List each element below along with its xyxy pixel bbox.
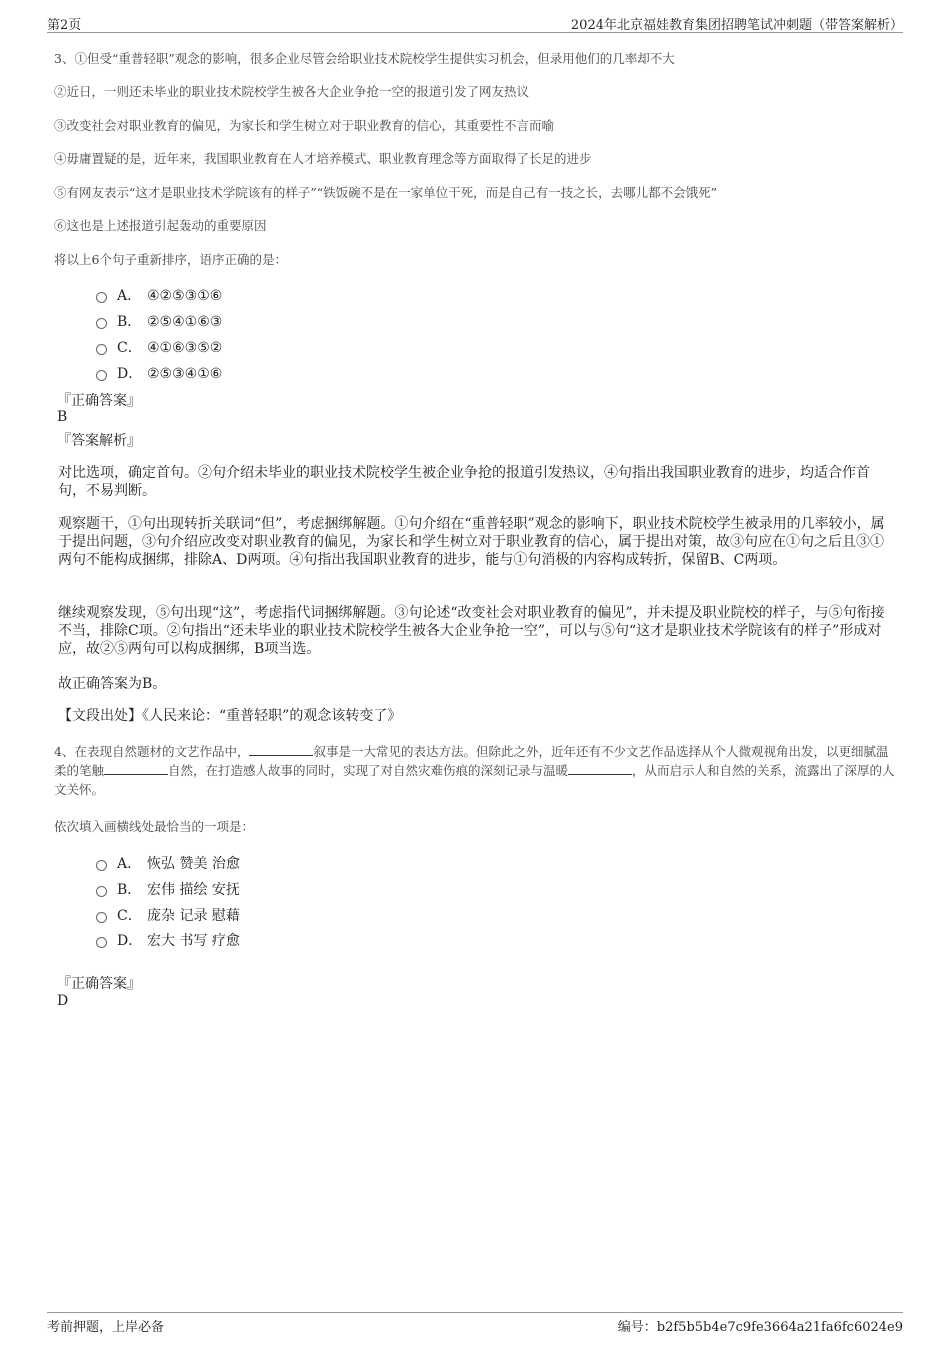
- q3-sentence-1: 3、①但受“重普轻职”观念的影响，很多企业尽管会给职业技术院校学生提供实习机会，但录用他们的几率却不大: [54, 51, 675, 66]
- page-header: [47, 14, 903, 33]
- fill-blank-3: [568, 762, 632, 775]
- q3-answer: B: [57, 409, 68, 425]
- footer-slogan: 考前押题，上岸必备: [47, 1320, 165, 1335]
- q3-option-a[interactable]: A． ④②⑤③①⑥: [96, 285, 222, 305]
- radio-icon[interactable]: [96, 886, 107, 897]
- radio-icon[interactable]: [96, 860, 107, 871]
- document-title: 2024年北京福娃教育集团招聘笔试冲刺题（带答案解析）: [570, 18, 903, 33]
- q3-prompt: 将以上6个句子重新排序，语序正确的是：: [54, 252, 287, 267]
- radio-icon[interactable]: [96, 292, 107, 303]
- q4-answer: D: [57, 993, 69, 1009]
- q4-option-b[interactable]: B． 宏伟 描绘 安抚: [96, 879, 240, 899]
- q3-sentence-4: ④毋庸置疑的是，近年来，我国职业教育在人才培养模式、职业教育理念等方面取得了长足的进步: [54, 151, 592, 166]
- q3-option-b[interactable]: B． ②⑤④①⑥③: [96, 311, 222, 331]
- page-footer: [47, 1312, 903, 1335]
- q4-answer-label: 『正确答案』: [57, 976, 141, 992]
- q3-sentence-2: ②近日，一则还未毕业的职业技术院校学生被各大企业争抢一空的报道引发了网友热议: [54, 84, 530, 99]
- q3-option-c[interactable]: C． ④①⑥③⑤②: [96, 337, 222, 357]
- radio-icon[interactable]: [96, 370, 107, 381]
- radio-icon[interactable]: [96, 344, 107, 355]
- radio-icon[interactable]: [96, 318, 107, 329]
- q3-analysis-p2: 观察题干，①句出现转折关联词“但”，考虑捆绑解题。①句介绍在“重普轻职”观念的影响下，职业技术院校学生被录用的几率较小，属于提出问题，③句介绍应改变对职业教育的偏见，为家长和学生树立对于职业教育的信心，属于提出对策，故③句应在①句之后且③①两句不能构成捆绑，排除A、D两项。④句指出我国职业教育的进步，能与①句消极的内容构成转折，保留B、C两项。: [58, 516, 885, 568]
- q3-sentence-5: ⑤有网友表示“这才是职业技术学院该有的样子”“铁饭碗不是在一家单位干死，而是自己有一技之长，去哪儿都不会饿死”: [54, 185, 718, 200]
- q3-answer-label: 『正确答案』: [57, 393, 141, 409]
- fill-blank-2: [104, 762, 168, 775]
- q4-stem: 4、在表现自然题材的文艺作品中， 叙事是一大常见的表达方法。但除此之外，近年还有不少文艺作品选择从个人微观视角出发，以更细腻温柔的笔触 自然，在打造感人故事的同时，实现了对自然灾难伤痕的深刻记录与温暖 ，从而启示人和自然的关系，流露出了深厚的人文关怀。: [54, 744, 895, 797]
- q3-source: 【文段出处】《人民来论：“重普轻职”的观念该转变了》: [58, 708, 402, 724]
- q3-analysis-p4: 故正确答案为B。: [58, 676, 167, 692]
- document-code: 编号：b2f5b5b4e7c9fe3664a21fa6fc6024e9: [617, 1320, 903, 1335]
- q4-option-a[interactable]: A． 恢弘 赞美 治愈: [96, 853, 240, 873]
- q3-analysis-label: 『答案解析』: [57, 433, 141, 449]
- q3-sentence-3: ③改变社会对职业教育的偏见，为家长和学生树立对于职业教育的信心，其重要性不言而喻: [54, 118, 555, 133]
- radio-icon[interactable]: [96, 937, 107, 948]
- q3-sentence-6: ⑥这也是上述报道引起轰动的重要原因: [54, 218, 267, 233]
- q3-option-d[interactable]: D． ②⑤③④①⑥: [96, 363, 222, 383]
- fill-blank-1: [249, 743, 313, 756]
- q4-option-d[interactable]: D． 宏大 书写 疗愈: [96, 930, 240, 950]
- q3-analysis-p3: 继续观察发现，⑤句出现“这”，考虑指代词捆绑解题。③句论述“改变社会对职业教育的偏见”，并未提及职业院校的样子，与⑤句衔接不当，排除C项。②句指出“还未毕业的职业技术院校学生被各大企业争抢一空”，可以与⑤句“这才是职业技术学院该有的样子”形成对应，故②⑤两句可以构成捆绑，B项当选。: [58, 605, 885, 657]
- page-number: 第2页: [47, 18, 82, 33]
- q3-analysis-p1: 对比选项，确定首句。②句介绍未毕业的职业技术院校学生被企业争抢的报道引发热议，④句指出我国职业教育的进步，均适合作首句，不易判断。: [58, 465, 870, 499]
- q4-option-c[interactable]: C． 庞杂 记录 慰藉: [96, 905, 240, 925]
- q4-prompt: 依次填入画横线处最恰当的一项是：: [54, 819, 255, 834]
- radio-icon[interactable]: [96, 912, 107, 923]
